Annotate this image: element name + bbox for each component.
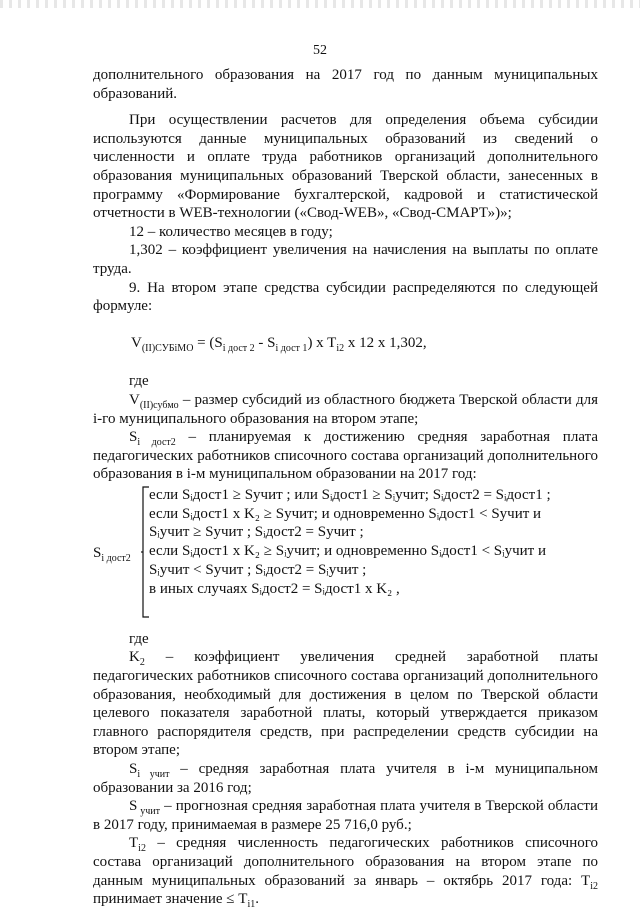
definition-s-dost2: $S_{i дост2}$ – планируемая к достижению средняя заработная плата педагогических работников списочного состава организаций дополнительного образования в i-м муниципальном образовании на 2017 год: (93, 429, 598, 483)
system-line: если Sᵢдост1 ≥ Sучит ; или Sᵢдост1 ≥ Sᵢучит; Sᵢдост2 = Sᵢдост1 ; (149, 486, 551, 503)
definition-s-uchit: S $_{учит}$ – прогнозная средняя заработная плата учителя в Тверской области в 2017 году, принимаемая в размере 25 716,0 руб.; (93, 798, 598, 833)
document-body (93, 66, 598, 909)
definition-ti2: $T_{i2}$ – средняя численность педагогических работников списочного состава организаций дополнительного образования на втором этапе по данным муниципальных образований за январь – октябрь 2017 года: $T_{i2}$ принимает значение ≤ $T_{i1}$. (93, 835, 598, 910)
system-line: если Sᵢдост1 x K₂ ≥ Sᵢучит; и одновременно Sᵢдост1 < Sᵢучит и (149, 543, 546, 560)
where-label-1: где (129, 373, 149, 390)
paragraph-12: 12 – количество месяцев в году; (129, 223, 333, 240)
definition-k2: $K_2$ – коэффициент увеличения средней заработной платы педагогических работников списочного состава организаций дополнительного образования, необходимый для достижения в целом по Тверской области целевого показателя заработной платы, который утверждается приказом главного распорядителя средств, при распределении средств субсидии на втором этапе; (93, 649, 598, 759)
definition-v: $V_{(II)субмо}$ – размер субсидий из областного бюджета Тверской области для i-го муниципального образования на втором этапе; (93, 391, 598, 427)
formula-main: $V_{(II)СУБiМО} = (S_{i дост 2} - S_{i дост 1})$ x $T_{i2}$ x 12 x 1,302, (131, 334, 427, 354)
scan-artifact (0, 0, 640, 8)
system-lines (149, 486, 551, 599)
system-line: если Sᵢдост1 x K₂ ≥ Sучит; и одновременно Sᵢдост1 < Sучит и (149, 505, 542, 522)
paragraph-9: 9. На втором этапе средства субсидии распределяются по следующей формуле: (93, 279, 598, 315)
paragraph-calc: При осуществлении расчетов для определения объема субсидии используются данные муниципальных образований из сведений о численности и оплате труда работников организаций дополнительного образования муниципальных образований Тверской области, занесенных в программу «Формирование бухгалтерской, кадровой и статистической отчетности в WEB-технологии («Свод-WEB», «Свод-СМАРТ»)»; (93, 112, 598, 222)
definition-si-uchit: $S_{i учит}$ – средняя заработная плата учителя в i-м муниципальном образовании за 2016 год; (93, 761, 599, 796)
bracket-icon (141, 486, 149, 618)
system-label: $S_{i дост2}$ (93, 544, 131, 564)
piecewise-system (93, 486, 598, 620)
page-number: 52 (313, 43, 327, 58)
paragraph-coef: 1,302 – коэффициент увеличения на начисления на выплаты по оплате труда. (93, 242, 598, 277)
system-line: в иных случаях Sᵢдост2 = Sᵢдост1 x K₂ , (149, 580, 400, 597)
system-line: Sᵢучит ≥ Sучит ; Sᵢдост2 = Sучит ; (149, 524, 364, 541)
paragraph-top: дополнительного образования на 2017 год по данным муниципальных образований. (93, 67, 598, 102)
where-label-2: где (129, 630, 149, 647)
system-line: Sᵢучит < Sучит ; Sᵢдост2 = Sᵢучит ; (149, 562, 367, 579)
